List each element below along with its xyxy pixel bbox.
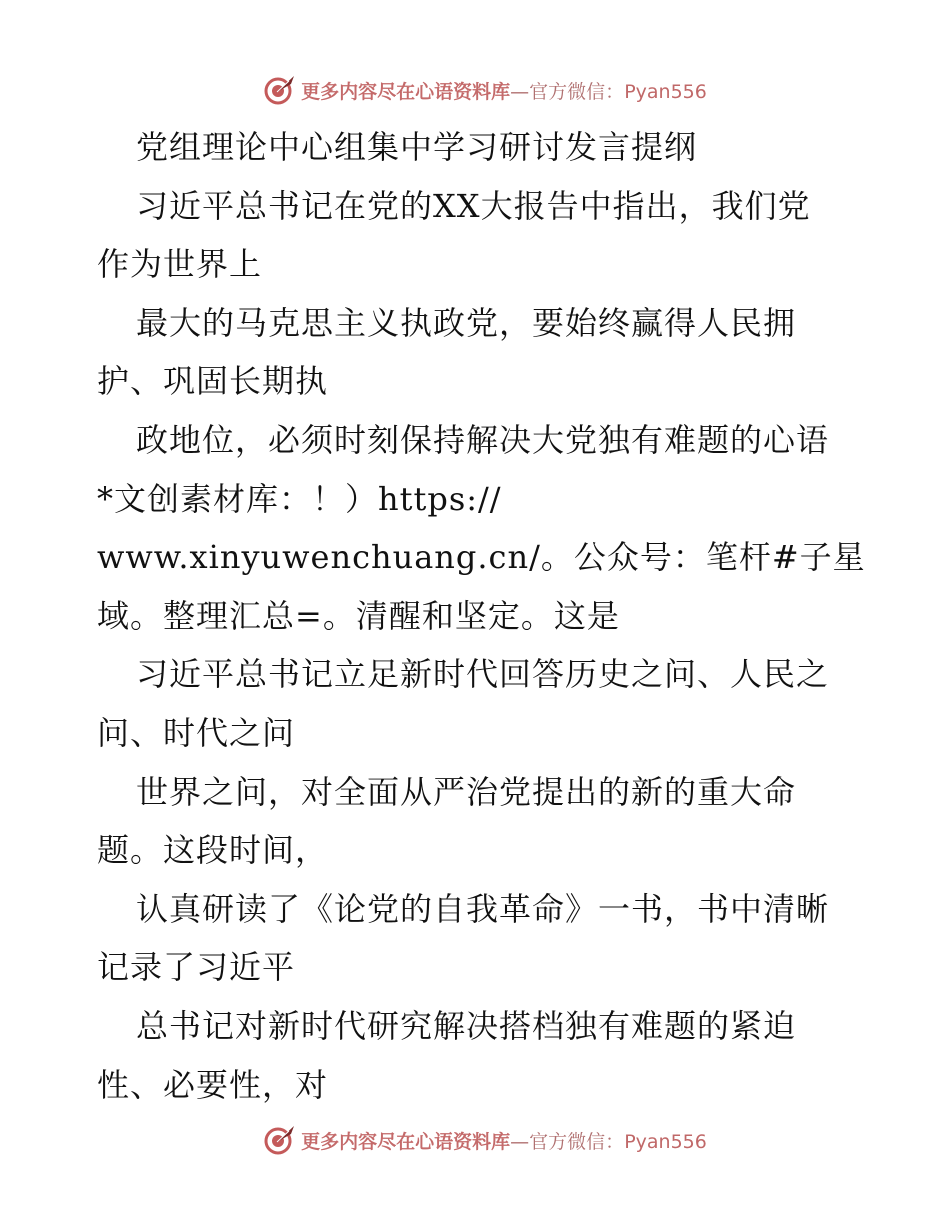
text-line: 习近平总书记在党的XX大报告中指出，我们党 <box>136 186 811 225</box>
text-line: 世界之问，对全面从严治党提出的新的重大命 <box>136 772 797 811</box>
banner-text <box>301 77 707 104</box>
banner-wechat-id: Pyan556 <box>624 80 707 103</box>
text-line: 政地位，必须时刻保持解决大党独有难题的心语 <box>136 420 830 459</box>
text-line: 问、时代之问 <box>97 713 296 752</box>
footer-banner <box>0 1120 950 1160</box>
banner-content <box>263 1123 707 1157</box>
quill-pen-circle-icon <box>263 1123 297 1157</box>
text-line: 护、巩固长期执 <box>97 362 329 401</box>
banner-wechat-label: —官方微信： <box>510 80 625 103</box>
text-line: *文创素材库：！）https:// <box>97 479 502 518</box>
banner-site-name: 更多内容尽在心语资料库 <box>301 80 511 103</box>
banner-site-name: 更多内容尽在心语资料库 <box>301 1130 511 1153</box>
text-line: 域。整理汇总=。清醒和坚定。这是 <box>97 596 620 635</box>
text-line: 最大的马克思主义执政党，要始终赢得人民拥 <box>136 303 797 342</box>
text-line: 题。这段时间， <box>97 831 329 870</box>
text-line: 总书记对新时代研究解决搭档独有难题的紧迫 <box>136 1006 797 1045</box>
text-line: 记录了习近平 <box>97 948 296 987</box>
text-line: 习近平总书记立足新时代回答历史之问、人民之 <box>136 655 830 694</box>
banner-text <box>301 1127 707 1154</box>
document-body <box>97 118 877 1114</box>
text-line: 作为世界上 <box>97 245 263 284</box>
document-title: 党组理论中心组集中学习研讨发言提纲 <box>136 128 698 166</box>
text-line: 认真研读了《论党的自我革命》一书，书中清晰 <box>136 889 830 928</box>
text-line: www.xinyuwenchuang.cn/。公众号：笔杆#子星 <box>97 538 866 577</box>
header-banner <box>0 70 950 110</box>
quill-pen-circle-icon <box>263 73 297 107</box>
banner-wechat-id: Pyan556 <box>624 1130 707 1153</box>
banner-wechat-label: —官方微信： <box>510 1130 625 1153</box>
text-line: 性、必要性，对 <box>97 1065 329 1104</box>
banner-content <box>263 73 707 107</box>
